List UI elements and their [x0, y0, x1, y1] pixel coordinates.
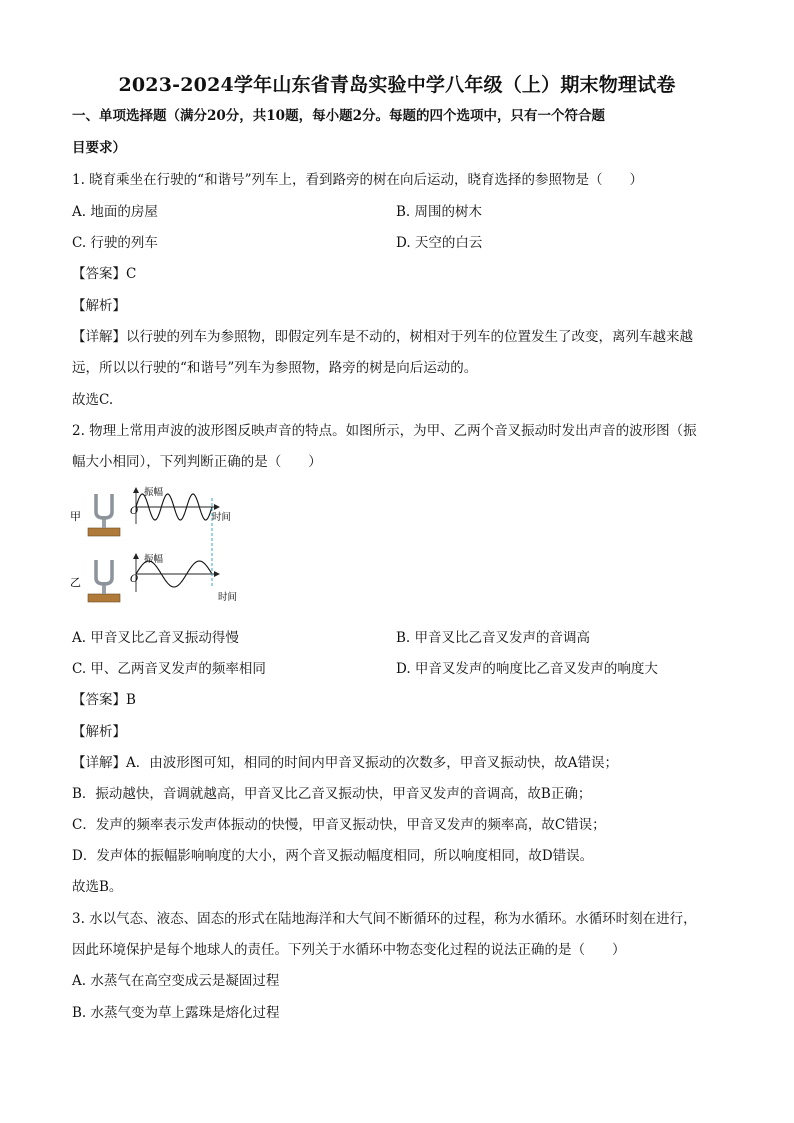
- q3-stem-cont: 因此环境保护是每个地球人的责任。下列关于水循环中物态变化过程的说法正确的是（ ）: [72, 942, 626, 958]
- q1-option-c: C. 行驶的列车: [72, 235, 158, 251]
- origin-b: O: [130, 574, 139, 585]
- q2-stem: 2. 物理上常用声波的波形图反映声音的特点。如图所示，为甲、乙两个音叉振动时发出声音的波形图（振: [72, 423, 697, 439]
- y-axis-label-a: 振幅: [144, 487, 164, 498]
- q1-option-b: B. 周围的树木: [396, 204, 483, 220]
- q2-stem-cont: 幅大小相同），下列判断正确的是（ ）: [72, 454, 322, 470]
- q1-option-d: D. 天空的白云: [396, 235, 483, 251]
- y-axis-label-b: 振幅: [144, 554, 164, 565]
- waveform-a-axes: [130, 486, 231, 524]
- q2-detail-a: 【详解】A．由波形图可知，相同的时间内甲音叉振动的次数多，甲音叉振动快，故A错误；: [72, 755, 618, 771]
- q1-detail: 【详解】以行驶的列车为参照物，即假定列车是不动的，树相对于列车的位置发生了改变，离列车越来越: [72, 329, 693, 345]
- waveform-svg: [66, 484, 256, 614]
- x-axis-label-a: 时间: [212, 512, 232, 523]
- q2-analysis: 【解析】: [72, 724, 126, 740]
- fork-a-label: 甲: [70, 510, 81, 523]
- x-axis-label-b: 时间: [218, 592, 238, 603]
- q1-detail-cont: 远，所以以行驶的“和谐号”列车为参照物，路旁的树是向后运动的。: [72, 360, 478, 376]
- q2-option-a: A. 甲音叉比乙音叉振动得慢: [72, 630, 239, 646]
- q1-conclusion: 故选C.: [72, 392, 114, 408]
- q3-option-a: A. 水蒸气在高空变成云是凝固过程: [72, 973, 280, 989]
- q2-conclusion: 故选B。: [72, 879, 123, 895]
- q2-option-b: B. 甲音叉比乙音叉发声的音调高: [396, 630, 591, 646]
- q2-option-c: C. 甲、乙两音叉发声的频率相同: [72, 661, 266, 677]
- section-heading-cont: 目要求）: [72, 140, 126, 156]
- tuning-fork-waveform-figure: [66, 484, 256, 614]
- q1-option-a: A. 地面的房屋: [72, 204, 158, 220]
- q2-detail-b: B．振动越快，音调就越高，甲音叉比乙音叉振动快，甲音叉发声的音调高，故B正确；: [72, 786, 592, 802]
- q1-analysis: 【解析】: [72, 298, 126, 314]
- q1-answer: 【答案】C: [72, 266, 137, 282]
- page-title: 2023-2024学年山东省青岛实验中学八年级（上）期末物理试卷: [118, 74, 676, 96]
- section-heading: 一、单项选择题（满分20分，共10题，每小题2分。每题的四个选项中，只有一个符合题: [72, 108, 605, 124]
- q3-option-b: B. 水蒸气变为草上露珠是熔化过程: [72, 1005, 280, 1021]
- origin-a: O: [130, 506, 139, 517]
- fork-b-label: 乙: [70, 576, 81, 589]
- q1-stem: 1. 晓育乘坐在行驶的“和谐号”列车上，看到路旁的树在向后运动，晓育选择的参照物是（ ）: [72, 172, 643, 188]
- q2-detail-c: C．发声的频率表示发声体振动的快慢，甲音叉振动快，甲音叉发声的频率高，故C错误；: [72, 817, 606, 833]
- q2-detail-d: D．发声体的振幅影响响度的大小，两个音叉振动幅度相同，所以响度相同，故D错误。: [72, 848, 594, 864]
- q3-stem: 3. 水以气态、液态、固态的形式在陆地海洋和大气间不断循环的过程，称为水循环。水循环时刻在进行，: [72, 911, 697, 927]
- q2-answer: 【答案】B: [72, 692, 136, 708]
- q2-option-d: D. 甲音叉发声的响度比乙音叉发声的响度大: [396, 661, 658, 677]
- tuning-fork-a-icon: [88, 494, 120, 536]
- tuning-fork-b-icon: [88, 560, 120, 602]
